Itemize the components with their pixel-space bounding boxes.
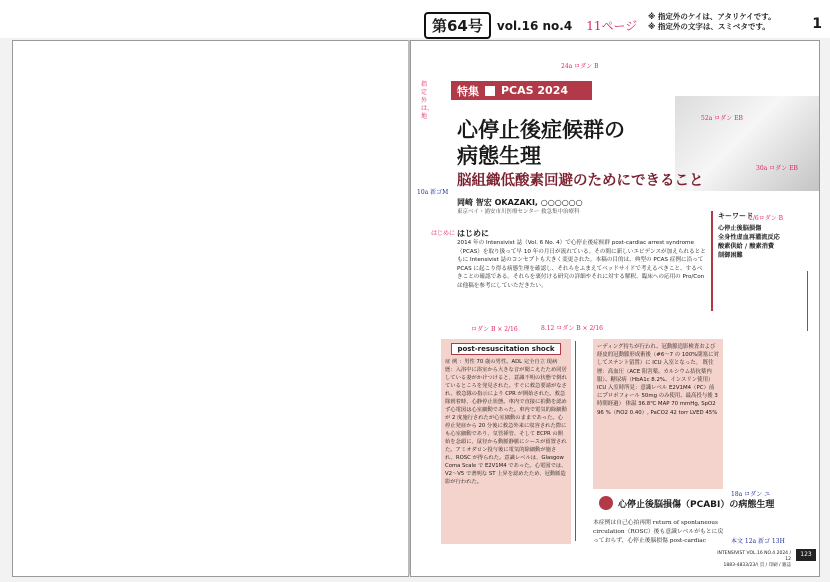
issue-info — [424, 12, 637, 39]
article-subtitle: 脳組織低酸素回避のためにできること — [457, 173, 704, 189]
keyword-title: キーワード — [718, 212, 753, 220]
handnote-pcabi: 18a ロダン ユ — [731, 491, 771, 498]
keyword-item: 心停止後脳損傷 — [718, 225, 762, 232]
feature-label: 特集 — [457, 84, 479, 98]
article-title — [457, 117, 625, 169]
affiliation: 東京ベイ・浦安市川医療センター 救急集中治療科 — [457, 209, 580, 215]
footer-line-2: 1883-4833/23/\ 頁 / 印刷 / 雑誌 — [723, 563, 791, 568]
title-line-2: 病態生理 — [457, 144, 541, 168]
handnote-feature: 24a ロダン B — [561, 63, 599, 70]
pcabi-text: 本症例は自己心拍再開 return of spontaneous circulation（ROSC）後も意識レベルがもとに戻っておらず、心停止後脳損傷 post-cardiac — [593, 520, 724, 544]
handwritten-page: 11ページ — [586, 19, 638, 33]
note-1: ※ 指定外のケイは、アタリケイです。 — [648, 12, 776, 21]
red-mark-line — [807, 271, 808, 331]
case-heading: post-resuscitation shock — [451, 343, 561, 355]
left-page-blank — [12, 40, 409, 577]
volume-label: vol.16 no.4 — [496, 18, 573, 33]
keyword-item: 全身性虚血再灌流反応 — [718, 234, 780, 241]
handnote-title: 52a ロダン EB — [701, 115, 743, 122]
note-2: ※ 指定外の文字は、スミベタです。 — [648, 22, 770, 31]
case-continued: ーディング持ちが行われ、冠動脈造影検査および経皮的冠動脈形成術後（#6～7 の 100%閉塞に対してステント留置）に ICU 入室となった。 既往歴：高血圧（ACE 阻害薬、カルシウム拮抗薬内服）、糖尿病（HbA1c 8.2%、インスリン使用） ICU 入室時所見：意識レベル E2V1M4（PC）前にプロポフォール 50mg のみ使用、最高投与後 3 時間経過） 体温 36.8℃ MAP 70 mmHg, SpO2 96 %（FiO2 0.40）, PaCO2 42 torr LVED 45% — [593, 339, 723, 489]
footer-line-1: INTENSIVIST VOL.16 NO.4 2024 / 12 — [717, 551, 791, 562]
section-icon — [599, 496, 613, 510]
keyword-item: 酸素供給 / 酸素消費 — [718, 243, 775, 250]
red-mark-line — [575, 341, 576, 541]
handnote-case: ロダン B × 2/16 — [471, 326, 518, 333]
handnote-author: 10a 新ゴM — [417, 189, 449, 196]
feature-banner — [451, 81, 592, 100]
intro-text: 2014 年の Intensivist 誌（Vol. 6 No. 4）で心停止後症候群 post-cardiac arrest syndrome（PCAS）を取り扱って早 10 年の月日が流れている。その間に新しいエビデンスが加えられるとともに Intensivist 誌のコンセプトも大きく変更された。本稿の目的は、典型の PCAS 症例に沿って PCAS に起こり得る病態生理を確認し、それらをふまえてベッドサイドで考えるべきこと、するべきことの確認である。それらを裏付ける研究の詳細やそれに対する解釈、臨床への応用の Pro/Con は他稿を参考にしていただきたい。 — [457, 240, 706, 289]
pcabi-title: 心停止後脳損傷（PCABI）の病態生理 — [618, 499, 775, 510]
handnote-right: 8.12 ロダン B × 2/16 — [541, 325, 603, 332]
handnote-intro: はじめに — [431, 230, 456, 237]
case-body: 症 例 ：男性 70 歳の男性。ADL 完全自立 現病歴：入浴中に浴室から大きな音が聞こえたため同居している妻がかけつけると、意識不明の状態で倒れているところを発見された。すぐに救急要請がなされ、救急隊の指示により CPR が開始された。救急隊到着時、心静停止状態。車内で直接に拍動を認めず心電図は心室細動であった。車内で電気的除細動が 2 度施行されたが心室細動のままであった。心停止発症から 20 分後に救急外来に収容された際にも心室細動であり、気管挿管、そして ECPR の開始を念頭に、鼠径から動脈静脈にシースが留置された。アミオダロン投与後に電気的除細動が施され、ROSC が得られた。意識レベルは、Glasgow Coma Scale で E2V1M4 であった。心電図では、V2～V5 で著明な ST 上昇を認めたため、冠動脈造影が行われた。 — [445, 359, 567, 485]
handnote-bottom-right: 本文 12a 新ゴ 13H — [731, 538, 785, 545]
title-line-1: 心停止後症候群の — [457, 118, 625, 142]
page-header — [0, 0, 830, 38]
pcabi-heading — [599, 496, 774, 510]
issue-badge: 第64号 — [424, 12, 491, 39]
keyword-item: 制御困難 — [718, 252, 743, 259]
page-number: 1 — [812, 16, 822, 32]
handnote-keywords: 2/6ロダン B — [749, 215, 784, 222]
notes — [648, 12, 776, 32]
handnote-top-left: 指定外は、地 — [421, 81, 434, 120]
footer-info — [711, 551, 791, 569]
folio: 123 — [796, 549, 816, 561]
square-icon — [485, 86, 495, 96]
case-box — [441, 339, 571, 544]
keyword-box — [711, 211, 800, 311]
feature-name: PCAS 2024 — [501, 84, 569, 97]
handnote-subtitle: 30a ロダン EB — [756, 165, 798, 172]
author: 岡崎 智宏 OKAZAKI, ○○○○○○ — [457, 198, 583, 207]
right-page — [410, 40, 820, 577]
intro-heading: はじめに — [457, 229, 489, 238]
